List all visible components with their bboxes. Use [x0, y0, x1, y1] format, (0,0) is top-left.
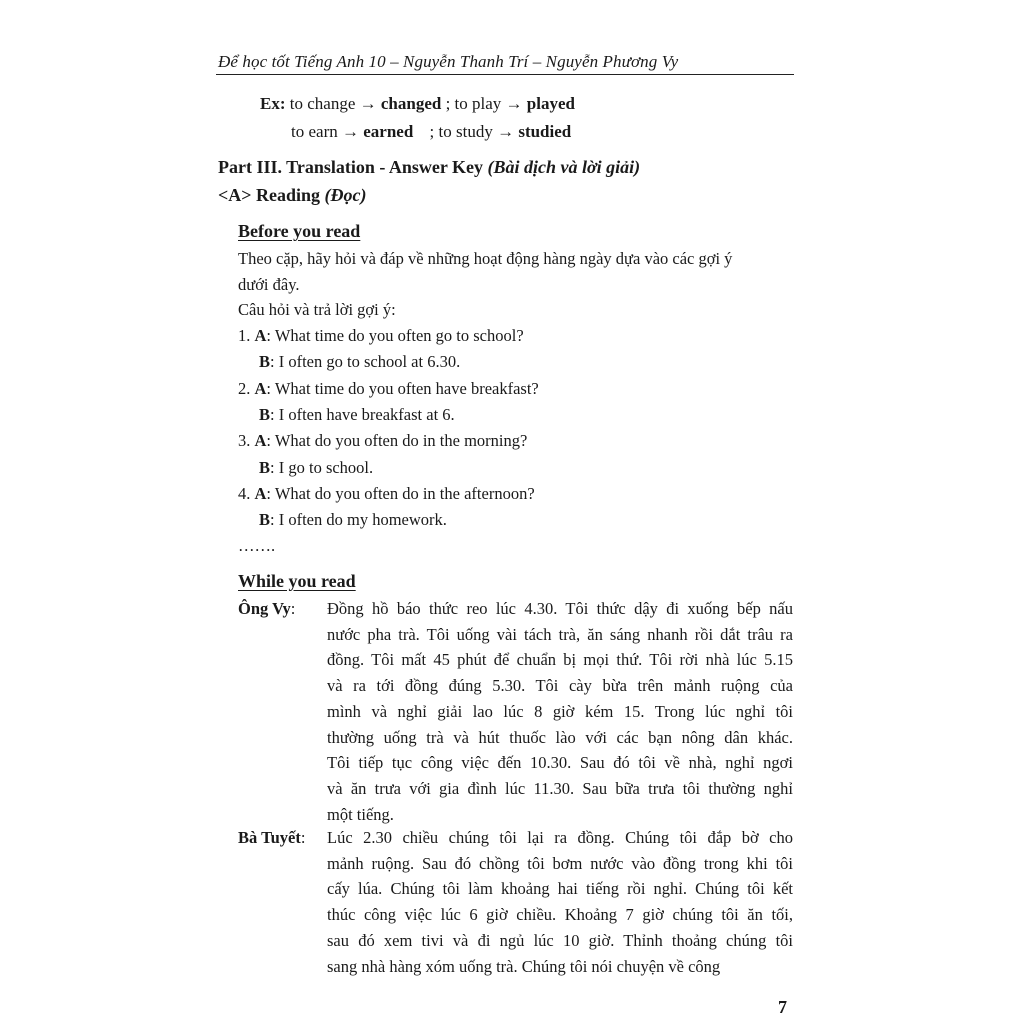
- arrow-icon: →: [359, 94, 377, 113]
- paragraph-line: mình và nghỉ giải lao lúc 8 giờ kém 15. Trong lúc nghỉ tôi: [327, 701, 793, 721]
- paragraph-line: Đồng hồ báo thức reo lúc 4.30. Tôi thức dậy đi xuống bếp nấu: [327, 599, 793, 618]
- example-past: played: [526, 94, 575, 113]
- speaker-b-label: B: [259, 457, 271, 477]
- example-past: earned: [363, 122, 414, 141]
- question-text: What do you often do in the morning?: [274, 431, 528, 451]
- speaker-paragraph: [327, 825, 793, 979]
- section-title: [218, 185, 367, 206]
- paragraph-line: mảnh ruộng. Sau đó chồng tôi bơm nước vào đồng trong khi tôi: [327, 853, 793, 873]
- speaker-label: Ông Vy:: [238, 599, 296, 618]
- paragraph-line: Tôi tiếp tục công việc đến 10.30. Sau đó tôi về nhà, nghỉ ngơi: [327, 753, 793, 773]
- qa-question: 1. A: What time do you often go to school?: [238, 326, 524, 345]
- speaker-a-label: A: [254, 326, 267, 345]
- paragraph-line: sau đó xem tivi và đi ngủ lúc 10 giờ. Thỉnh thoảng chúng tôi: [327, 930, 793, 950]
- paragraph-line: cấy lúa. Chúng tôi làm khoảng hai tiếng rồi nghỉ. Chúng tôi kết: [327, 879, 793, 899]
- part-title-text: Part III. Translation - Answer Key: [218, 157, 484, 177]
- example-verb: to change: [289, 94, 356, 113]
- page-number: 7: [778, 997, 787, 1017]
- arrow-icon: →: [505, 94, 523, 113]
- intro-text: Theo cặp, hãy hỏi và đáp về những hoạt động hàng ngày dựa vào các gợi ý: [238, 249, 733, 268]
- example-row-2: [291, 122, 571, 142]
- qa-number: 3.: [238, 431, 251, 451]
- paragraph-line: đồng. Tôi mất 45 phút để chuẩn bị mọi thứ. Tôi rời nhà lúc 5.15: [327, 650, 793, 670]
- example-verb: ; to study: [429, 122, 493, 141]
- arrow-icon: →: [341, 122, 359, 141]
- ellipsis: …….: [238, 536, 276, 555]
- qa-answer: B: I often have breakfast at 6.: [259, 404, 455, 424]
- question-text: What time do you often go to school?: [274, 326, 524, 345]
- paragraph-line: thúc công việc lúc 6 giờ chiều. Khoảng 7 giờ chúng tôi ăn tối,: [327, 905, 793, 925]
- speaker-b-label: B: [259, 510, 271, 530]
- part-title: [218, 157, 640, 178]
- intro-text: Câu hỏi và trả lời gợi ý:: [238, 300, 396, 319]
- header-rule: [216, 74, 794, 75]
- answer-text: I often do my homework.: [278, 510, 447, 530]
- qa-number: 1.: [238, 326, 251, 345]
- qa-number: 2.: [238, 378, 251, 398]
- question-text: What time do you often have breakfast?: [274, 378, 539, 398]
- answer-text: I often go to school at 6.30.: [278, 352, 461, 372]
- while-you-read-heading: While you read: [238, 571, 356, 591]
- speaker-b-label: B: [259, 404, 271, 424]
- paragraph-line: thường uống trà và hút thuốc lào với các bạn nông dân khác.: [327, 727, 793, 747]
- example-verb: ; to play: [445, 94, 502, 113]
- qa-question: 3. A: What do you often do in the morning?: [238, 431, 528, 451]
- example-label: Ex:: [260, 94, 286, 113]
- before-you-read-heading: Before you read: [238, 221, 361, 241]
- qa-number: 4.: [238, 483, 251, 503]
- speaker-name: Bà Tuyết: [238, 828, 301, 847]
- speaker-b-label: B: [259, 352, 271, 372]
- speaker-a-label: A: [254, 431, 267, 451]
- intro-text: dưới đây.: [238, 275, 300, 294]
- answer-text: I often have breakfast at 6.: [278, 404, 455, 424]
- qa-answer: B: I often go to school at 6.30.: [259, 352, 461, 372]
- paragraph-line: nước pha trà. Tôi uống vài tách trà, ăn sáng nhanh rồi dắt trâu ra: [327, 624, 793, 644]
- qa-question: 4. A: What do you often do in the afternoon?: [238, 483, 535, 503]
- section-title-text: <A> Reading: [218, 185, 321, 205]
- speaker-a-label: A: [254, 378, 267, 398]
- paragraph-line: và ăn trưa với gia đình lúc 11.30. Sau bữa trưa tôi thường nghỉ: [327, 778, 793, 798]
- example-past: changed: [380, 94, 442, 113]
- example-row-1: [260, 94, 575, 114]
- speaker-a-label: A: [254, 483, 267, 503]
- example-past: studied: [518, 122, 572, 141]
- section-subtitle: (Đọc): [324, 185, 367, 205]
- arrow-icon: →: [497, 122, 515, 141]
- qa-answer: B: I go to school.: [259, 457, 374, 477]
- paragraph-line: sang nhà hàng xóm uống trà. Chúng tôi nói chuyện về công: [327, 956, 721, 976]
- speaker-name: Ông Vy: [238, 599, 291, 618]
- speaker-label: Bà Tuyết:: [238, 828, 306, 847]
- answer-text: I go to school.: [278, 457, 374, 477]
- paragraph-line: một tiếng.: [327, 804, 394, 824]
- part-subtitle: (Bài dịch và lời giải): [487, 157, 641, 177]
- paragraph-line: Lúc 2.30 chiều chúng tôi lại ra đồng. Chúng tôi đắp bờ cho: [327, 828, 793, 847]
- question-text: What do you often do in the afternoon?: [274, 483, 535, 503]
- example-verb: to earn: [291, 122, 338, 141]
- running-header: Để học tốt Tiếng Anh 10 – Nguyễn Thanh Trí – Nguyễn Phương Vy: [218, 52, 679, 71]
- speaker-paragraph: [327, 596, 793, 827]
- paragraph-line: và ra tới đồng đúng 5.30. Tôi cày bừa trên mảnh ruộng của: [327, 676, 793, 696]
- qa-answer: B: I often do my homework.: [259, 510, 447, 530]
- qa-question: 2. A: What time do you often have breakfast?: [238, 378, 539, 398]
